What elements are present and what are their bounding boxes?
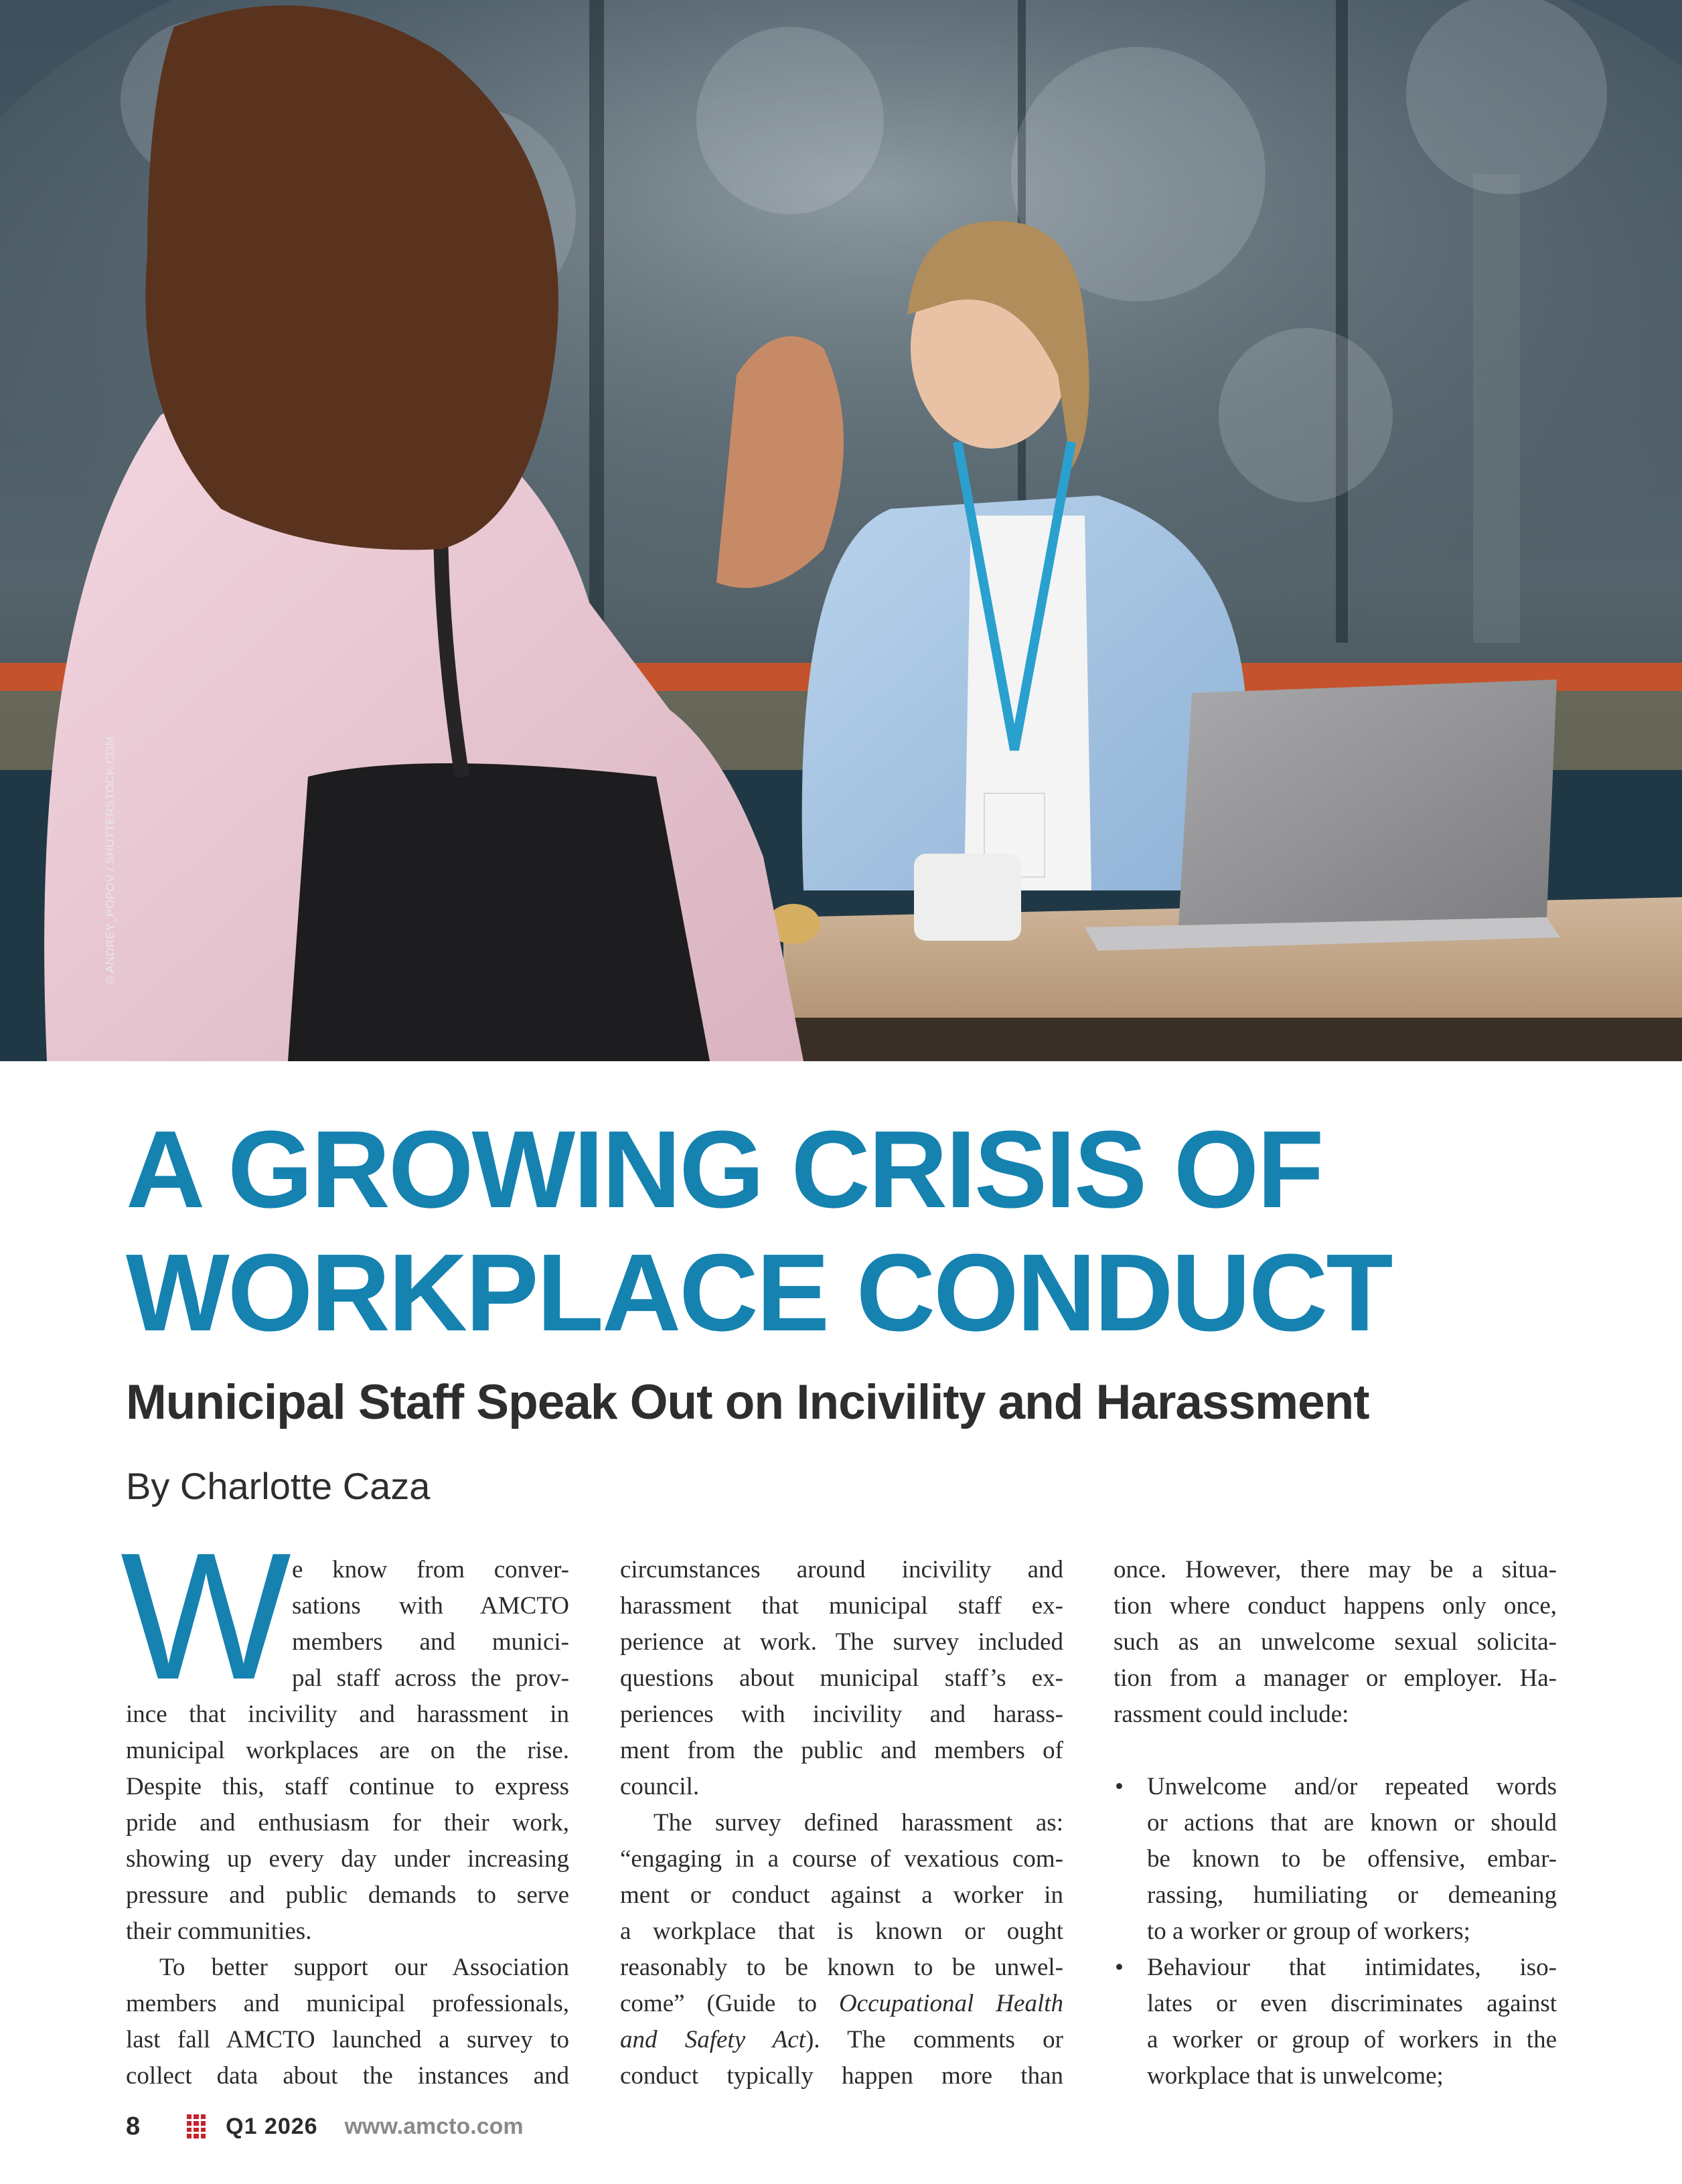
text-line: lates or even discriminates against bbox=[1147, 1990, 1557, 2017]
bullet-symbol: • bbox=[1115, 1773, 1124, 1800]
text-run: ). The comments or bbox=[805, 2026, 1063, 2053]
text-line: tion from a manager or employer. Ha- bbox=[1114, 1664, 1557, 1692]
text-line bbox=[620, 1986, 1063, 2022]
body-column-1 bbox=[126, 1552, 569, 2094]
amcto-logo-icon bbox=[187, 2114, 206, 2138]
bullet-symbol: • bbox=[1115, 1954, 1124, 1981]
headline-line-1: A GROWING CRISIS OF bbox=[126, 1108, 1322, 1231]
article-headline bbox=[126, 1108, 1599, 1354]
text-line: workplace that is unwelcome; bbox=[1147, 2062, 1444, 2090]
text-line: circumstances around incivility and bbox=[620, 1556, 1063, 1583]
text-line: municipal workplaces are on the rise. bbox=[126, 1737, 569, 1764]
text-line: rassing, humiliating or demeaning bbox=[1147, 1881, 1557, 1909]
text-line: To better support our Association bbox=[159, 1954, 569, 1981]
text-line: pal staff across the prov- bbox=[292, 1664, 569, 1692]
text-line: pride and enthusiasm for their work, bbox=[126, 1809, 569, 1837]
text-line: collect data about the instances and bbox=[126, 2062, 569, 2090]
text-line: last fall AMCTO launched a survey to bbox=[126, 2026, 569, 2053]
italic-title-run: Occupational Health bbox=[838, 1990, 1063, 2017]
bullet-item bbox=[1114, 1950, 1557, 2094]
text-line: Behaviour that intimidates, iso- bbox=[1147, 1954, 1557, 1981]
text-line: to a worker or group of workers; bbox=[1147, 1918, 1470, 1945]
text-line: conduct typically happen more than bbox=[620, 2062, 1063, 2090]
article-subtitle: Municipal Staff Speak Out on Incivility and Harassment bbox=[126, 1375, 1369, 1429]
text-line: members and municipal professionals, bbox=[126, 1990, 569, 2017]
text-line: or actions that are known or should bbox=[1147, 1809, 1557, 1837]
page-footer bbox=[126, 2106, 524, 2147]
text-line: such as an unwelcome sexual solicita- bbox=[1114, 1628, 1557, 1656]
text-line: be known to be offensive, embar- bbox=[1147, 1845, 1557, 1873]
photo-credit: © ANDREY_POPOV / SHUTTERSTOCK.COM bbox=[104, 736, 117, 984]
paragraph-gap bbox=[1114, 1733, 1557, 1769]
italic-title-run: and Safety Act bbox=[620, 2026, 806, 2053]
drop-cap: W bbox=[121, 1516, 291, 1717]
headline-line-2: WORKPLACE CONDUCT bbox=[126, 1231, 1391, 1354]
page-number: 8 bbox=[126, 2112, 141, 2140]
hero-illustration bbox=[0, 0, 1682, 1061]
text-run: come” (Guide to bbox=[620, 1990, 839, 2017]
text-line: ment from the public and members of bbox=[620, 1737, 1063, 1764]
text-line: a worker or group of workers in the bbox=[1147, 2026, 1557, 2053]
bullet-item bbox=[1114, 1769, 1557, 1950]
text-line: pressure and public demands to serve bbox=[126, 1881, 569, 1909]
text-line: periences with incivility and harass- bbox=[620, 1701, 1063, 1728]
text-line: Despite this, staff continue to express bbox=[126, 1773, 569, 1800]
text-line: “engaging in a course of vexatious com- bbox=[620, 1845, 1063, 1873]
text-line: tion where conduct happens only once, bbox=[1114, 1592, 1557, 1620]
text-line: reasonably to be known to be unwel- bbox=[620, 1954, 1063, 1981]
text-line: ment or conduct against a worker in bbox=[620, 1881, 1063, 1909]
text-line: Unwelcome and/or repeated words bbox=[1147, 1773, 1557, 1800]
text-line: members and munici- bbox=[292, 1628, 569, 1656]
text-line: their communities. bbox=[126, 1918, 312, 1945]
text-line: ince that incivility and harassment in bbox=[126, 1701, 569, 1728]
website-link[interactable]: www.amcto.com bbox=[344, 2113, 524, 2139]
body-column-3 bbox=[1114, 1552, 1557, 2094]
body-column-2 bbox=[620, 1552, 1063, 2094]
text-line bbox=[620, 2022, 1063, 2058]
text-line: perience at work. The survey included bbox=[620, 1628, 1063, 1656]
issue-label: Q1 2026 bbox=[226, 2113, 318, 2139]
text-line: council. bbox=[620, 1773, 700, 1800]
text-line: once. However, there may be a situa- bbox=[1114, 1556, 1557, 1583]
text-line: a workplace that is known or ought bbox=[620, 1918, 1063, 1945]
byline: By Charlotte Caza bbox=[126, 1465, 431, 1507]
text-line: sations with AMCTO bbox=[292, 1592, 569, 1620]
text-line: e know from conver- bbox=[292, 1556, 569, 1583]
text-line: showing up every day under increasing bbox=[126, 1845, 569, 1873]
text-line: questions about municipal staff’s ex- bbox=[620, 1664, 1063, 1692]
hero-photo bbox=[0, 0, 1682, 1061]
text-line: rassment could include: bbox=[1114, 1701, 1349, 1728]
text-line: The survey defined harassment as: bbox=[654, 1809, 1063, 1837]
text-line: harassment that municipal staff ex- bbox=[620, 1592, 1063, 1620]
